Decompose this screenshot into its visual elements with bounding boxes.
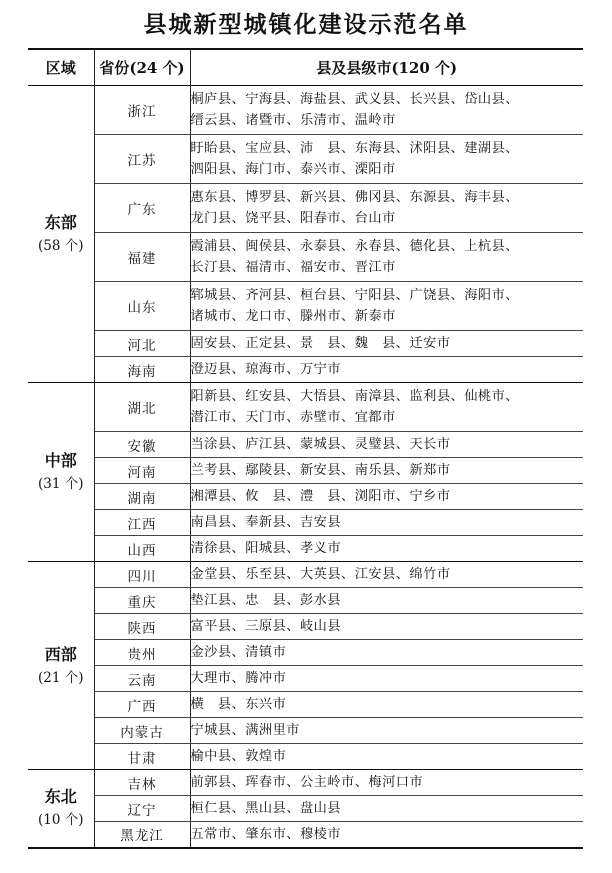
table-row bbox=[28, 135, 583, 184]
province-cell: 内蒙古 bbox=[94, 718, 190, 744]
region-count: (10 个) bbox=[37, 812, 84, 829]
counties-cell: 富平县、三原县、岐山县 bbox=[190, 614, 583, 640]
province-cell: 山东 bbox=[94, 282, 190, 331]
province-cell: 辽宁 bbox=[94, 796, 190, 822]
region-cell bbox=[28, 770, 94, 848]
region-count: (21 个) bbox=[37, 669, 84, 686]
counties-cell: 固安县、正定县、景 县、魏 县、迁安市 bbox=[190, 331, 583, 357]
region-cell bbox=[28, 383, 94, 562]
region-count: (31 个) bbox=[37, 476, 84, 492]
counties-cell: 当涂县、庐江县、蒙城县、灵璧县、天长市 bbox=[190, 432, 583, 458]
counties-cell: 阳新县、红安县、大悟县、南漳县、监利县、仙桃市、 潜江市、天门市、赤壁市、宜都市 bbox=[190, 383, 583, 432]
counties-cell: 金沙县、清镇市 bbox=[190, 640, 583, 666]
region-name: 东北 bbox=[44, 787, 77, 807]
counties-cell: 湘潭县、攸 县、澧 县、浏阳市、宁乡市 bbox=[190, 484, 583, 510]
table-row bbox=[28, 86, 583, 135]
province-cell: 河南 bbox=[94, 458, 190, 484]
counties-cell: 兰考县、鄢陵县、新安县、南乐县、新郑市 bbox=[190, 458, 583, 484]
province-cell: 江西 bbox=[94, 510, 190, 536]
province-cell: 广东 bbox=[94, 184, 190, 233]
province-cell: 重庆 bbox=[94, 588, 190, 614]
table-row bbox=[28, 666, 583, 692]
province-cell: 甘肃 bbox=[94, 744, 190, 770]
province-cell: 山西 bbox=[94, 536, 190, 562]
province-cell: 海南 bbox=[94, 357, 190, 383]
counties-cell: 大理市、腾冲市 bbox=[190, 666, 583, 692]
counties-cell: 惠东县、博罗县、新兴县、佛冈县、东源县、海丰县、 龙门县、饶平县、阳春市、台山市 bbox=[190, 184, 583, 233]
table-row bbox=[28, 692, 583, 718]
province-cell: 四川 bbox=[94, 562, 190, 588]
table-row bbox=[28, 770, 583, 796]
province-cell: 安徽 bbox=[94, 432, 190, 458]
table-row bbox=[28, 432, 583, 458]
header-row bbox=[28, 49, 583, 86]
header-province: 省份(24 个) bbox=[94, 49, 190, 86]
province-cell: 陕西 bbox=[94, 614, 190, 640]
header-region: 区域 bbox=[28, 49, 94, 86]
region-count: (58 个) bbox=[37, 238, 84, 254]
table-row bbox=[28, 510, 583, 536]
counties-cell: 霞浦县、闽侯县、永泰县、永春县、德化县、上杭县、 长汀县、福清市、福安市、晋江市 bbox=[190, 233, 583, 282]
region-name: 东部 bbox=[44, 213, 77, 232]
header-counties: 县及县级市(120 个) bbox=[316, 59, 458, 77]
region-name: 中部 bbox=[44, 451, 77, 470]
province-cell: 湖南 bbox=[94, 484, 190, 510]
province-cell: 黑龙江 bbox=[94, 822, 190, 848]
region-group bbox=[28, 383, 583, 562]
table-row bbox=[28, 458, 583, 484]
province-cell: 云南 bbox=[94, 666, 190, 692]
counties-cell: 横 县、东兴市 bbox=[190, 692, 583, 718]
counties-cell: 盱眙县、宝应县、沛 县、东海县、沭阳县、建湖县、 泗阳县、海门市、泰兴市、溧阳市 bbox=[190, 135, 583, 184]
region-group bbox=[28, 86, 583, 383]
document-title: 县城新型城镇化建设示范名单 bbox=[143, 11, 469, 38]
counties-cell: 前郭县、珲春市、公主岭市、梅河口市 bbox=[190, 770, 583, 796]
region-name: 西部 bbox=[44, 644, 77, 664]
table-row bbox=[28, 282, 583, 331]
table-header bbox=[28, 49, 583, 86]
table-row bbox=[28, 718, 583, 744]
region-cell bbox=[28, 86, 94, 383]
counties-cell: 垫江县、忠 县、彭水县 bbox=[190, 588, 583, 614]
table-row bbox=[28, 536, 583, 562]
table-row bbox=[28, 484, 583, 510]
table-row bbox=[28, 233, 583, 282]
table-row bbox=[28, 640, 583, 666]
counties-cell: 桐庐县、宁海县、海盐县、武义县、长兴县、岱山县、 缙云县、诸暨市、乐清市、温岭市 bbox=[190, 86, 583, 135]
province-cell: 福建 bbox=[94, 233, 190, 282]
counties-cell: 清徐县、阳城县、孝义市 bbox=[190, 541, 342, 556]
demonstration-list-table bbox=[28, 48, 583, 849]
province-cell: 浙江 bbox=[94, 86, 190, 135]
counties-cell: 郓城县、齐河县、桓台县、宁阳县、广饶县、海阳市、 诸城市、龙口市、滕州市、新泰市 bbox=[190, 282, 583, 331]
region-group bbox=[28, 562, 583, 770]
counties-cell: 金堂县、乐至县、大英县、江安县、绵竹市 bbox=[190, 562, 583, 588]
province-cell: 河北 bbox=[94, 331, 190, 357]
counties-cell: 五常市、肇东市、穆棱市 bbox=[190, 826, 342, 842]
province-cell: 湖北 bbox=[94, 383, 190, 432]
table-row bbox=[28, 822, 583, 848]
table-row bbox=[28, 357, 583, 383]
table-row bbox=[28, 614, 583, 640]
region-cell bbox=[28, 562, 94, 770]
counties-cell: 桓仁县、黑山县、盘山县 bbox=[190, 796, 583, 822]
table-row bbox=[28, 184, 583, 233]
table-row bbox=[28, 744, 583, 770]
province-cell: 吉林 bbox=[94, 770, 190, 796]
province-cell: 贵州 bbox=[94, 640, 190, 666]
counties-cell: 宁城县、满洲里市 bbox=[190, 718, 583, 744]
counties-cell: 澄迈县、琼海市、万宁市 bbox=[190, 362, 342, 377]
table-row bbox=[28, 588, 583, 614]
table-row bbox=[28, 562, 583, 588]
region-group bbox=[28, 770, 583, 848]
counties-cell: 南昌县、奉新县、吉安县 bbox=[190, 510, 583, 536]
table-row bbox=[28, 796, 583, 822]
province-cell: 广西 bbox=[94, 692, 190, 718]
table-row bbox=[28, 331, 583, 357]
province-cell: 江苏 bbox=[94, 135, 190, 184]
counties-cell: 榆中县、敦煌市 bbox=[190, 749, 287, 764]
table-row bbox=[28, 383, 583, 432]
